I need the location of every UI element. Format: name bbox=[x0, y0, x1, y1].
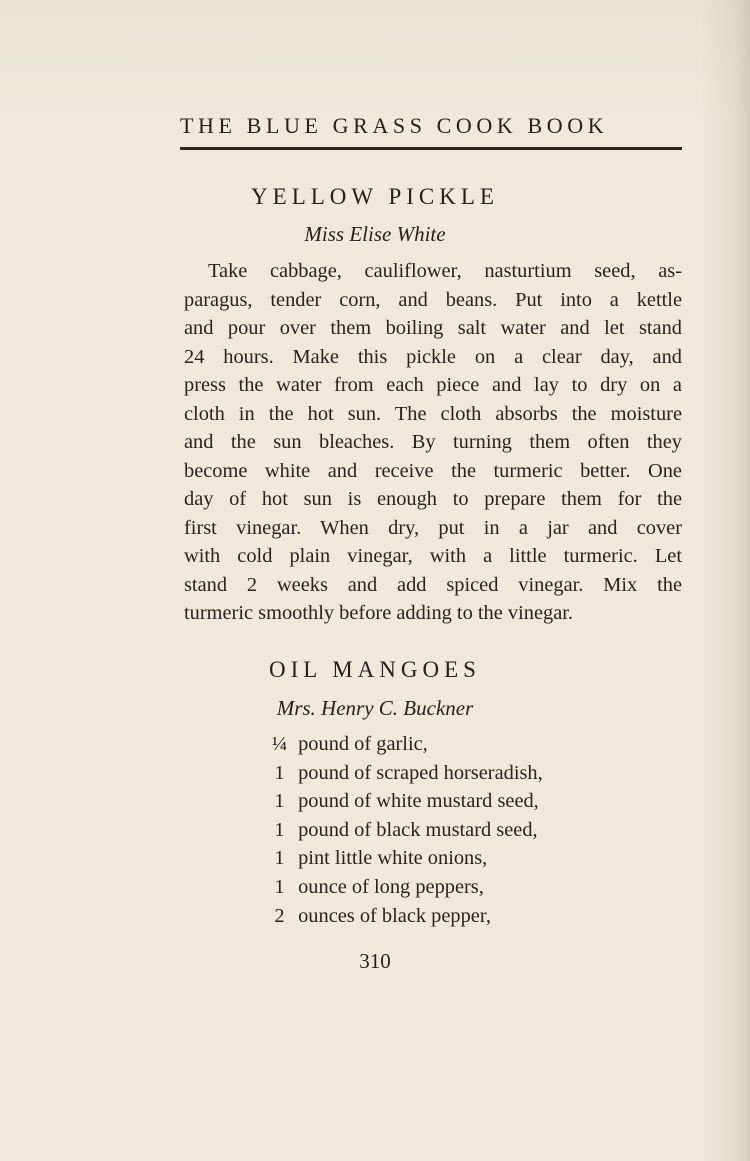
ingredient-item bbox=[266, 844, 543, 873]
ingredient-quantity: 1 bbox=[274, 875, 285, 898]
recipe-author-yellow-pickle: Miss Elise White bbox=[304, 222, 446, 246]
page-number: 310 bbox=[359, 949, 391, 973]
ingredient-quantity: ¼ bbox=[271, 733, 288, 755]
body-line: become white and receive the turmeric better. One bbox=[184, 459, 682, 482]
ingredient-text: pound of scraped horseradish, bbox=[298, 761, 543, 784]
ingredient-text: pound of white mustard seed, bbox=[298, 790, 539, 813]
recipe-body-yellow-pickle bbox=[184, 257, 682, 628]
ingredient-text: pound of garlic, bbox=[298, 733, 428, 755]
body-line: Take cabbage, cauliflower, nasturtium seed, as- bbox=[208, 260, 682, 282]
ingredient-quantity: 1 bbox=[274, 847, 285, 870]
ingredient-text: ounces of black pepper, bbox=[298, 904, 491, 927]
ingredient-quantity: 1 bbox=[274, 790, 285, 813]
body-line: stand 2 weeks and add spiced vinegar. Mix the bbox=[184, 573, 682, 596]
body-line: press the water from each piece and lay to dry on a bbox=[184, 374, 682, 396]
ingredient-quantity: 1 bbox=[274, 761, 285, 784]
ingredient-text: pound of black mustard seed, bbox=[298, 818, 538, 841]
recipe-title-oil-mangoes: OIL MANGOES bbox=[269, 657, 481, 682]
recipe-author-oil-mangoes: Mrs. Henry C. Buckner bbox=[276, 696, 474, 720]
body-line: cloth in the hot sun. The cloth absorbs the moisture bbox=[184, 402, 682, 425]
header-rule bbox=[180, 147, 682, 150]
body-line: and pour over them boiling salt water and let stand bbox=[184, 317, 682, 339]
ingredient-item bbox=[266, 816, 543, 845]
body-line: day of hot sun is enough to prepare them for the bbox=[184, 488, 682, 510]
ingredient-item bbox=[266, 759, 543, 788]
body-line: with cold plain vinegar, with a little turmeric. Let bbox=[184, 545, 682, 567]
ingredient-item bbox=[266, 787, 543, 816]
ingredient-text: ounce of long peppers, bbox=[298, 875, 484, 898]
body-line: 24 hours. Make this pickle on a clear day, and bbox=[184, 345, 682, 368]
recipe-title-yellow-pickle: YELLOW PICKLE bbox=[251, 184, 499, 209]
body-line: first vinegar. When dry, put in a jar and cover bbox=[184, 516, 682, 539]
body-line: and the sun bleaches. By turning them often they bbox=[184, 431, 682, 453]
ingredient-item bbox=[266, 873, 543, 902]
body-line: turmeric smoothly before adding to the vinegar. bbox=[184, 602, 574, 624]
ingredient-quantity: 2 bbox=[274, 904, 285, 927]
ingredient-list bbox=[266, 730, 543, 930]
ingredient-item bbox=[266, 730, 543, 759]
ingredient-item bbox=[266, 902, 543, 931]
ingredient-text: pint little white onions, bbox=[298, 847, 488, 870]
body-line: paragus, tender corn, and beans. Put into a kettle bbox=[184, 288, 682, 311]
running-head: THE BLUE GRASS COOK BOOK bbox=[180, 113, 609, 138]
ingredient-quantity: 1 bbox=[274, 818, 285, 841]
